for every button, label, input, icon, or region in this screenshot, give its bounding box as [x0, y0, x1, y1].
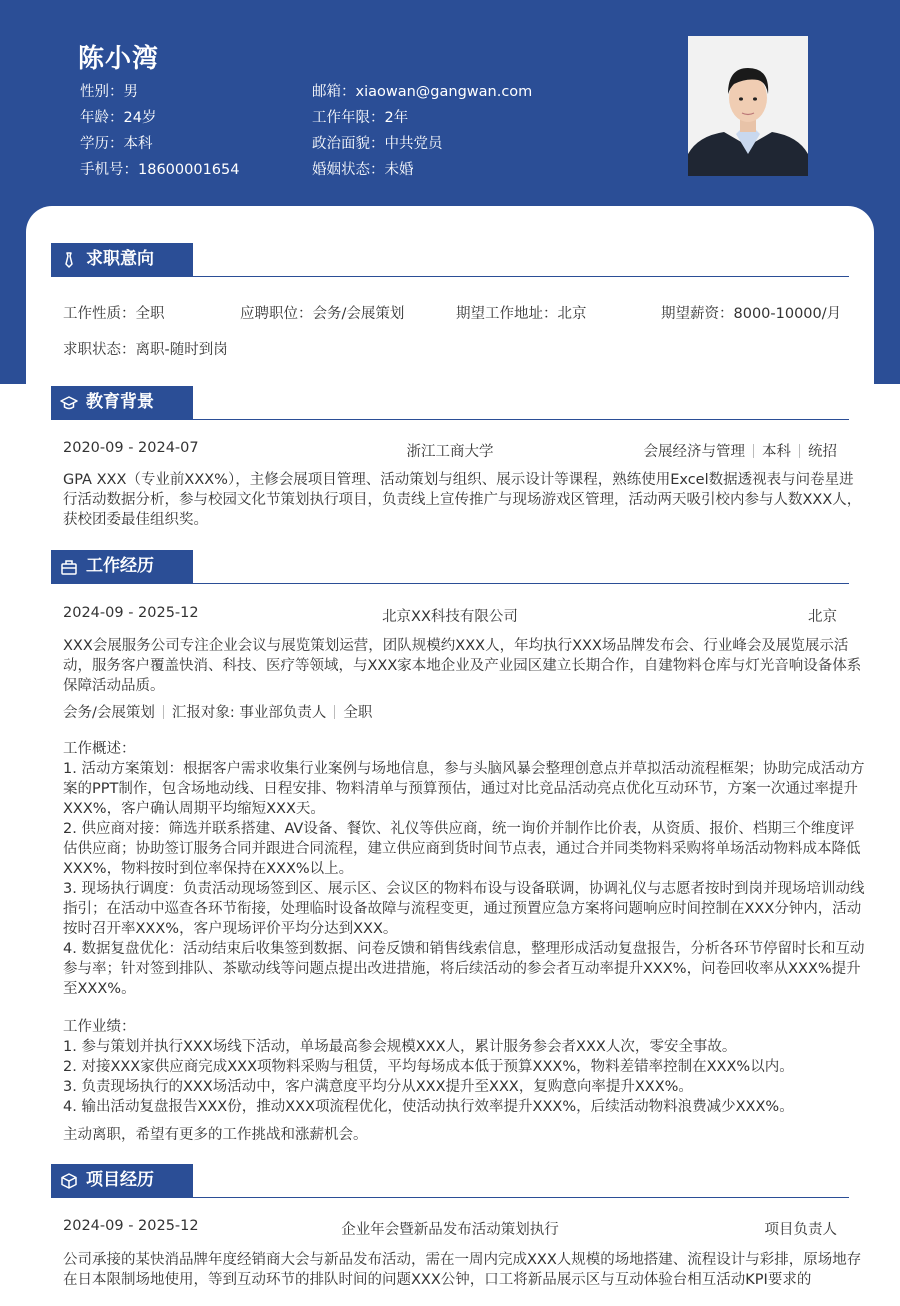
briefcase-icon	[60, 558, 78, 576]
profile-photo	[688, 36, 808, 176]
info-phone: 手机号：18600001654	[80, 162, 240, 178]
work-overview: 工作概述： 1. 活动方案策划：根据客户需求收集行业案例与场地信息，参与头脑风暴会整理创意点并草拟活动流程框架；协助完成活动方 案的PPT制作，包含场地动线、日程安排、物料清单与预算预估，通过对比竞品活动亮点优化互动环节，方案一次通过率提升 XXX%，客户确认周期平均缩短XXX天。 2. 供应商对接：筛选并联系搭建、AV设备、餐饮、礼仪等供应商，统一询价并制作比价表，从资质、报价、档期三个维度评 估供应商；协助签订服务合同并跟进合同流程，建立供应商到货时间节点表，通过合并同类物料采购将单场活动物料成本降低 XXX%，物料按时到位率保持在XXX%以上。 3. 现场执行调度：负责活动现场签到区、展示区、会议区的物料布设与设备联调，协调礼仪与志愿者按时到岗并现场培训动线 指引；在活动中巡查各环节衔接，处理临时设备故障与流程变更，通过预置应急方案将问题响应时间控制在XXX分钟内，活动 按时召开率XXX%，客户现场评价平均分达到XXX。 4. 数据复盘优化：活动结束后收集签到数据、问卷反馈和销售线索信息，整理形成活动复盘报告，分析各环节停留时长和互动 参与率；针对签到排队、茶歇动线等问题点提出改进措施，将后续活动的参会者互动率提升XXX%，问卷回收率从XXX%提升 至XXX%。	[63, 741, 865, 997]
work-row	[63, 605, 837, 625]
divider	[753, 444, 754, 458]
education-row	[63, 440, 837, 460]
work-company: 北京XX科技有限公司	[382, 609, 518, 625]
section-tab-education: 教育背景	[51, 386, 193, 419]
project-name: 企业年会暨新品发布活动策划执行	[341, 1222, 559, 1238]
divider	[163, 705, 164, 719]
intent-salary: 期望薪资：8000-10000/月	[661, 306, 842, 322]
section-header-education	[51, 386, 849, 420]
info-work-years: 工作年限：2年	[312, 110, 409, 126]
work-overview-title: 工作概述：	[63, 741, 136, 757]
work-date: 2024-09 - 2025-12	[63, 605, 199, 621]
education-description: GPA XXX（专业前XXX%），主修会展项目管理、活动策划与组织、展示设计等课程，熟练使用Excel数据透视表与问卷星进 行活动数据分析，参与校园文化节策划执行项目，负责线上宣传推广与现场游戏区管理，活动两天吸引校内参与人数XXX人， 获校团委最佳组织奖。	[63, 472, 862, 528]
info-gender: 性别：男	[80, 84, 138, 100]
section-header-project	[51, 1164, 849, 1198]
cube-icon	[60, 1172, 78, 1190]
work-city: 北京	[808, 609, 837, 625]
info-education: 学历：本科	[80, 136, 153, 152]
section-header-intent	[51, 243, 849, 277]
project-role: 项目负责人	[764, 1222, 837, 1238]
info-marital-status: 婚姻状态：未婚	[312, 162, 414, 178]
education-school: 浙江工商大学	[406, 444, 494, 460]
work-achievements: 工作业绩： 1. 参与策划并执行XXX场线下活动，单场最高参会规模XXX人，累计服务参会者XXX人次，零安全事故。 2. 对接XXX家供应商完成XXX项物料采购与租赁，平均每场成本低于预算XXX%，物料差错率控制在XXX%以内。 3. 负责现场执行的XXX场活动中，客户满意度平均分从XXX提升至XXX，复购意向率提升XXX%。 4. 输出活动复盘报告XXX份，推动XXX项流程优化，使活动执行效率提升XXX%，后续活动物料浪费减少XXX%。	[63, 1017, 839, 1117]
info-email: 邮箱：xiaowan@gangwan.com	[312, 84, 533, 100]
candidate-name: 陈小湾	[78, 44, 160, 74]
section-tab-intent: 求职意向	[51, 243, 193, 276]
basic-info-left	[80, 79, 239, 183]
intent-job-type: 工作性质：全职	[63, 306, 165, 322]
work-tags: 会务/会展策划 汇报对象: 事业部负责人 全职	[63, 705, 373, 721]
section-tab-project: 项目经历	[51, 1164, 193, 1197]
intent-status: 求职状态：离职-随时到岗	[63, 342, 228, 358]
basic-info-right	[312, 79, 532, 183]
project-description: 公司承接的某快消品牌年度经销商大会与新品发布活动，需在一周内完成XXX人规模的场地搭建、流程设计与彩排，原场地存 在日本限制场地使用，等到互动环节的排队时间的问题XXX公钟，口工将新品展示区与互动体验台相互活动KPI要求的	[63, 1252, 862, 1288]
info-age: 年龄：24岁	[80, 110, 157, 126]
project-row	[63, 1218, 837, 1238]
work-achievements-title: 工作业绩：	[63, 1019, 136, 1035]
intent-position: 应聘职位：会务/会展策划	[240, 306, 405, 322]
graduation-cap-icon	[60, 394, 78, 412]
divider	[799, 444, 800, 458]
education-meta: 会展经济与管理 本科 统招	[643, 444, 837, 460]
info-political-status: 政治面貌：中共党员	[312, 136, 443, 152]
project-date: 2024-09 - 2025-12	[63, 1218, 199, 1234]
tie-icon	[60, 251, 78, 269]
divider	[334, 705, 335, 719]
work-company-intro: XXX会展服务公司专注企业会议与展览策划运营，团队规模约XXX人，年均执行XXX场品牌发布会、行业峰会及展览展示活 动，服务客户覆盖快消、科技、医疗等领域，与XXX家本地企业及产业园区建立长期合作，自建物料仓库与灯光音响设备体系 保障活动品质。	[63, 638, 862, 694]
section-tab-work: 工作经历	[51, 550, 193, 583]
section-header-work	[51, 550, 849, 584]
work-leave-reason: 主动离职，希望有更多的工作挑战和涨薪机会。	[63, 1127, 368, 1143]
education-date: 2020-09 - 2024-07	[63, 440, 199, 456]
intent-location: 期望工作地址：北京	[456, 306, 587, 322]
